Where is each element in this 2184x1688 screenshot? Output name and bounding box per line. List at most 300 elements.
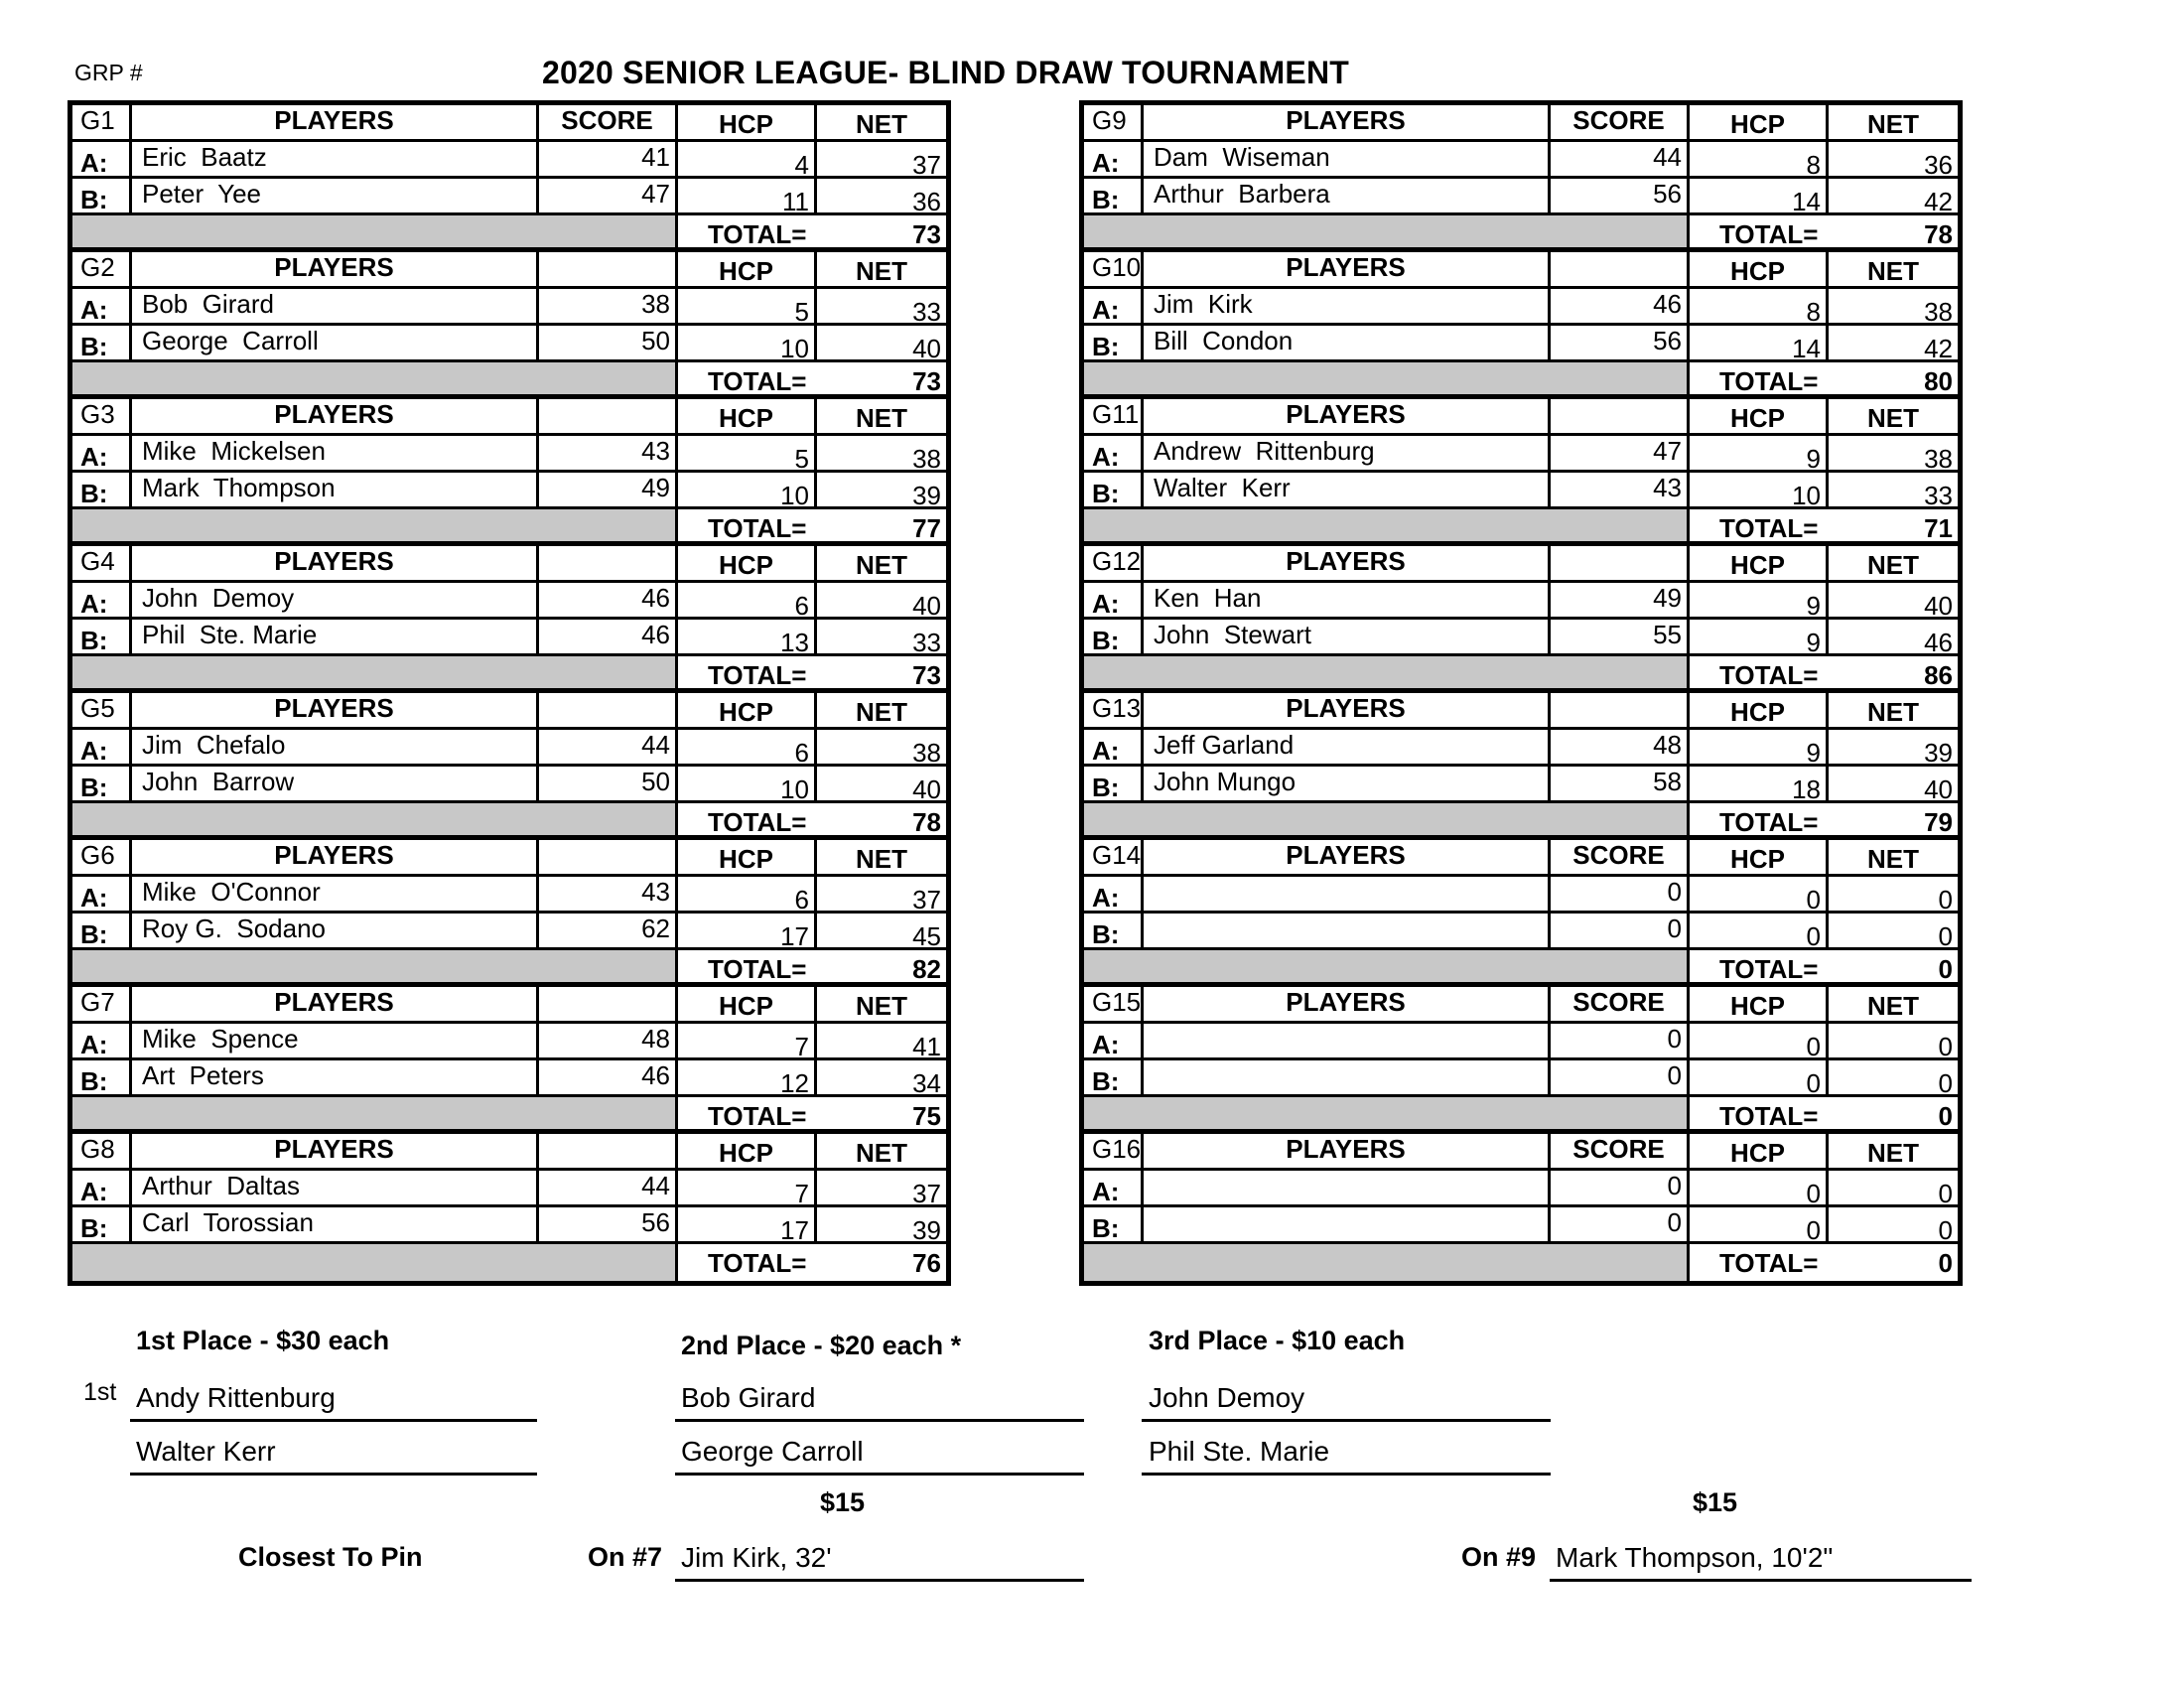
right-groups-table xyxy=(1079,100,1963,1286)
player-slot-a: A: xyxy=(1084,1024,1144,1057)
player-row-a xyxy=(72,1171,946,1207)
hole7-label: On #7 xyxy=(588,1542,663,1572)
player-hcp: 9 xyxy=(1690,436,1829,470)
player-net: 41 xyxy=(912,1032,941,1057)
group-total: 71 xyxy=(1924,513,1953,543)
players-header: PLAYERS xyxy=(1144,693,1551,727)
player-row-a xyxy=(72,1024,946,1060)
player-score: 55 xyxy=(1551,620,1690,653)
group-total: 77 xyxy=(912,513,941,543)
player-net: 36 xyxy=(912,187,941,212)
group-total: 80 xyxy=(1924,366,1953,396)
hcp-header: HCP xyxy=(678,252,817,286)
player-name xyxy=(1144,1207,1551,1241)
player-row-a xyxy=(72,583,946,620)
player-hcp: 12 xyxy=(678,1060,817,1094)
group-total-row xyxy=(1084,215,1958,252)
total-label: TOTAL= xyxy=(1719,219,1819,249)
player-slot-a: A: xyxy=(72,730,132,764)
player-slot-b: B: xyxy=(1084,1207,1144,1241)
player-score: 46 xyxy=(1551,289,1690,323)
player-row-b xyxy=(1084,179,1958,215)
player-name: Arthur Barbera xyxy=(1144,179,1551,212)
group-header-row xyxy=(1084,840,1958,877)
players-header: PLAYERS xyxy=(1144,252,1551,286)
third-winner-1: John Demoy xyxy=(1149,1382,1305,1413)
player-name: Mike Mickelsen xyxy=(132,436,539,470)
player-hcp: 9 xyxy=(1690,583,1829,617)
player-name: Art Peters xyxy=(132,1060,539,1094)
group-id: G16 xyxy=(1084,1134,1144,1168)
group-total-row xyxy=(1084,803,1958,840)
players-header: PLAYERS xyxy=(132,546,539,580)
player-row-a xyxy=(72,289,946,326)
player-name: Mike Spence xyxy=(132,1024,539,1057)
player-name: Phil Ste. Marie xyxy=(132,620,539,653)
score-header: SCORE xyxy=(1551,840,1690,874)
hcp-header: HCP xyxy=(678,399,817,433)
player-row-a xyxy=(1084,436,1958,473)
first-marker: 1st xyxy=(83,1378,117,1406)
total-label: TOTAL= xyxy=(1719,660,1819,690)
player-name: George Carroll xyxy=(132,326,539,359)
players-header: PLAYERS xyxy=(1144,105,1551,139)
player-net: 33 xyxy=(912,628,941,653)
player-net: 38 xyxy=(912,738,941,764)
player-net: 38 xyxy=(1924,444,1953,470)
player-net: 40 xyxy=(912,774,941,800)
player-slot-a: A: xyxy=(1084,730,1144,764)
player-score: 0 xyxy=(1551,1060,1690,1094)
net-header: NET xyxy=(856,403,907,433)
player-hcp: 11 xyxy=(678,179,817,212)
player-net: 37 xyxy=(912,885,941,911)
score-header: SCORE xyxy=(1551,1134,1690,1168)
player-row-a xyxy=(72,436,946,473)
player-name: Bill Condon xyxy=(1144,326,1551,359)
total-shade xyxy=(1084,215,1690,247)
player-hcp: 0 xyxy=(1690,877,1829,911)
group-total: 79 xyxy=(1924,807,1953,837)
total-label: TOTAL= xyxy=(708,366,807,396)
player-slot-b: B: xyxy=(1084,767,1144,800)
player-hcp: 5 xyxy=(678,289,817,323)
player-net: 34 xyxy=(912,1068,941,1094)
hcp-header: HCP xyxy=(1690,693,1829,727)
player-score: 0 xyxy=(1551,1024,1690,1057)
total-shade xyxy=(72,362,678,394)
group-id: G4 xyxy=(72,546,132,580)
player-hcp: 10 xyxy=(678,326,817,359)
score-header: SCORE xyxy=(1551,105,1690,139)
player-score: 56 xyxy=(539,1207,678,1241)
players-header: PLAYERS xyxy=(132,840,539,874)
group-header-row xyxy=(1084,105,1958,142)
group-total: 73 xyxy=(912,219,941,249)
player-hcp: 10 xyxy=(1690,473,1829,506)
player-name: Ken Han xyxy=(1144,583,1551,617)
net-header: NET xyxy=(1867,550,1919,580)
total-label: TOTAL= xyxy=(708,219,807,249)
first-winner-1-line xyxy=(130,1419,537,1422)
player-hcp: 10 xyxy=(678,767,817,800)
group-header-row xyxy=(1084,252,1958,289)
hcp-header: HCP xyxy=(678,1134,817,1168)
player-row-a xyxy=(1084,289,1958,326)
group-id: G1 xyxy=(72,105,132,139)
net-header: NET xyxy=(856,991,907,1021)
player-slot-b: B: xyxy=(72,326,132,359)
players-header: PLAYERS xyxy=(1144,1134,1551,1168)
group-total-row xyxy=(1084,950,1958,987)
hcp-header: HCP xyxy=(1690,399,1829,433)
player-hcp: 17 xyxy=(678,914,817,947)
page-title: 2020 SENIOR LEAGUE- BLIND DRAW TOURNAMENT xyxy=(542,55,1350,90)
hole9-amount: $15 xyxy=(1693,1487,1738,1517)
player-slot-b: B: xyxy=(72,914,132,947)
group-header-row xyxy=(72,840,946,877)
player-score: 49 xyxy=(1551,583,1690,617)
player-row-b xyxy=(1084,1207,1958,1244)
total-shade xyxy=(1084,1244,1690,1281)
group-total-row xyxy=(1084,1097,1958,1134)
group-total-row xyxy=(72,803,946,840)
group-total: 75 xyxy=(912,1101,941,1131)
player-net: 0 xyxy=(1938,1032,1953,1057)
player-name: Carl Torossian xyxy=(132,1207,539,1241)
player-hcp: 6 xyxy=(678,877,817,911)
player-score: 46 xyxy=(539,1060,678,1094)
player-name: Roy G. Sodano xyxy=(132,914,539,947)
player-score: 62 xyxy=(539,914,678,947)
player-net: 42 xyxy=(1924,334,1953,359)
group-header-row xyxy=(72,546,946,583)
player-net: 42 xyxy=(1924,187,1953,212)
player-hcp: 0 xyxy=(1690,1171,1829,1204)
second-winner-1: Bob Girard xyxy=(681,1382,816,1413)
group-header-row xyxy=(1084,546,1958,583)
group-id: G5 xyxy=(72,693,132,727)
player-hcp: 0 xyxy=(1690,914,1829,947)
players-header: PLAYERS xyxy=(1144,399,1551,433)
player-name: John Demoy xyxy=(132,583,539,617)
player-net: 40 xyxy=(912,334,941,359)
player-score: 56 xyxy=(1551,179,1690,212)
player-score: 50 xyxy=(539,326,678,359)
player-score: 0 xyxy=(1551,1171,1690,1204)
players-header: PLAYERS xyxy=(132,987,539,1021)
hole7-winner: Jim Kirk, 32' xyxy=(681,1542,832,1573)
group-id: G10 xyxy=(1084,252,1144,286)
hcp-header: HCP xyxy=(1690,546,1829,580)
player-score: 50 xyxy=(539,767,678,800)
player-name: John Stewart xyxy=(1144,620,1551,653)
player-slot-b: B: xyxy=(1084,473,1144,506)
player-hcp: 18 xyxy=(1690,767,1829,800)
player-score: 38 xyxy=(539,289,678,323)
player-slot-a: A: xyxy=(72,877,132,911)
player-name: Dam Wiseman xyxy=(1144,142,1551,176)
hcp-header: HCP xyxy=(1690,252,1829,286)
first-winner-1: Andy Rittenburg xyxy=(136,1382,336,1413)
group-header-row xyxy=(72,252,946,289)
player-row-a xyxy=(1084,1024,1958,1060)
player-slot-a: A: xyxy=(1084,877,1144,911)
player-name: Peter Yee xyxy=(132,179,539,212)
hole9-label: On #9 xyxy=(1461,1542,1537,1572)
players-header: PLAYERS xyxy=(132,693,539,727)
player-net: 0 xyxy=(1938,1215,1953,1241)
player-hcp: 14 xyxy=(1690,179,1829,212)
total-shade xyxy=(1084,362,1690,394)
player-score: 46 xyxy=(539,620,678,653)
group-total: 78 xyxy=(912,807,941,837)
third-winner-1-line xyxy=(1142,1419,1551,1422)
player-slot-a: A: xyxy=(72,583,132,617)
player-row-a xyxy=(72,730,946,767)
player-net: 40 xyxy=(1924,591,1953,617)
player-name: Walter Kerr xyxy=(1144,473,1551,506)
player-net: 36 xyxy=(1924,150,1953,176)
third-winner-2-line xyxy=(1142,1473,1551,1476)
player-row-b xyxy=(1084,914,1958,950)
player-hcp: 8 xyxy=(1690,289,1829,323)
total-label: TOTAL= xyxy=(1719,1101,1819,1131)
player-hcp: 7 xyxy=(678,1171,817,1204)
players-header: PLAYERS xyxy=(132,399,539,433)
player-name: Andrew Rittenburg xyxy=(1144,436,1551,470)
player-slot-a: A: xyxy=(72,1171,132,1204)
player-row-a xyxy=(1084,1171,1958,1207)
player-hcp: 9 xyxy=(1690,730,1829,764)
net-header: NET xyxy=(1867,403,1919,433)
player-net: 0 xyxy=(1938,885,1953,911)
left-groups-table xyxy=(68,100,951,1286)
player-row-a xyxy=(72,142,946,179)
player-row-b xyxy=(72,326,946,362)
player-slot-a: A: xyxy=(72,1024,132,1057)
total-label: TOTAL= xyxy=(708,1101,807,1131)
group-total-row xyxy=(1084,656,1958,693)
player-row-a xyxy=(72,877,946,914)
hcp-header: HCP xyxy=(678,987,817,1021)
player-slot-b: B: xyxy=(72,179,132,212)
players-header: PLAYERS xyxy=(1144,546,1551,580)
player-row-b xyxy=(72,914,946,950)
group-id: G11 xyxy=(1084,399,1144,433)
group-header-row xyxy=(72,1134,946,1171)
player-name: Jeff Garland xyxy=(1144,730,1551,764)
group-header-row xyxy=(72,987,946,1024)
player-score: 43 xyxy=(539,877,678,911)
players-header: PLAYERS xyxy=(1144,840,1551,874)
player-net: 45 xyxy=(912,921,941,947)
total-shade xyxy=(72,215,678,247)
net-header: NET xyxy=(1867,109,1919,139)
player-row-a xyxy=(1084,877,1958,914)
net-header: NET xyxy=(1867,1138,1919,1168)
score-header: SCORE xyxy=(539,105,678,139)
player-net: 40 xyxy=(912,591,941,617)
total-label: TOTAL= xyxy=(1719,807,1819,837)
players-header: PLAYERS xyxy=(132,252,539,286)
player-slot-b: B: xyxy=(1084,179,1144,212)
player-name xyxy=(1144,914,1551,947)
player-score: 44 xyxy=(539,730,678,764)
hole7-winner-line xyxy=(675,1579,1084,1582)
player-net: 37 xyxy=(912,150,941,176)
hcp-header: HCP xyxy=(1690,840,1829,874)
score-header xyxy=(1551,252,1690,286)
player-slot-b: B: xyxy=(72,1060,132,1094)
total-shade xyxy=(72,656,678,688)
total-label: TOTAL= xyxy=(708,513,807,543)
player-score: 56 xyxy=(1551,326,1690,359)
player-score: 44 xyxy=(1551,142,1690,176)
player-hcp: 9 xyxy=(1690,620,1829,653)
second-winner-1-line xyxy=(675,1419,1084,1422)
group-total-row xyxy=(1084,1244,1958,1281)
player-row-b xyxy=(1084,767,1958,803)
player-net: 38 xyxy=(1924,297,1953,323)
hole9-winner: Mark Thompson, 10'2" xyxy=(1556,1542,1834,1573)
group-total-row xyxy=(1084,509,1958,546)
players-header: PLAYERS xyxy=(132,105,539,139)
group-total: 0 xyxy=(1938,954,1953,984)
player-net: 33 xyxy=(912,297,941,323)
player-score: 0 xyxy=(1551,877,1690,911)
player-row-b xyxy=(72,473,946,509)
score-header xyxy=(539,1134,678,1168)
player-name: John Mungo xyxy=(1144,767,1551,800)
player-name: Eric Baatz xyxy=(132,142,539,176)
total-shade xyxy=(1084,509,1690,541)
total-shade xyxy=(72,1097,678,1129)
player-hcp: 13 xyxy=(678,620,817,653)
group-total: 73 xyxy=(912,660,941,690)
group-total-row xyxy=(72,950,946,987)
group-total-row xyxy=(72,509,946,546)
total-label: TOTAL= xyxy=(708,1248,807,1278)
player-net: 0 xyxy=(1938,1179,1953,1204)
players-header: PLAYERS xyxy=(132,1134,539,1168)
group-header-row xyxy=(1084,1134,1958,1171)
player-slot-b: B: xyxy=(1084,1060,1144,1094)
net-header: NET xyxy=(1867,991,1919,1021)
player-score: 47 xyxy=(539,179,678,212)
group-header-row xyxy=(72,105,946,142)
player-name: Arthur Daltas xyxy=(132,1171,539,1204)
player-net: 0 xyxy=(1938,1068,1953,1094)
group-header-row xyxy=(1084,693,1958,730)
player-hcp: 4 xyxy=(678,142,817,176)
player-row-b xyxy=(72,1207,946,1244)
hcp-header: HCP xyxy=(678,693,817,727)
player-name xyxy=(1144,1060,1551,1094)
player-score: 41 xyxy=(539,142,678,176)
group-header-row xyxy=(1084,987,1958,1024)
group-total-row xyxy=(72,215,946,252)
player-score: 58 xyxy=(1551,767,1690,800)
player-name: Mike O'Connor xyxy=(132,877,539,911)
group-total: 78 xyxy=(1924,219,1953,249)
hcp-header: HCP xyxy=(678,546,817,580)
group-total-row xyxy=(72,362,946,399)
player-slot-b: B: xyxy=(1084,914,1144,947)
score-header: SCORE xyxy=(1551,987,1690,1021)
total-label: TOTAL= xyxy=(1719,513,1819,543)
net-header: NET xyxy=(856,109,907,139)
total-shade xyxy=(1084,656,1690,688)
player-slot-b: B: xyxy=(72,767,132,800)
score-header xyxy=(1551,693,1690,727)
player-hcp: 7 xyxy=(678,1024,817,1057)
group-header-row xyxy=(72,693,946,730)
group-id: G9 xyxy=(1084,105,1144,139)
group-total: 0 xyxy=(1938,1101,1953,1131)
second-winner-2: George Carroll xyxy=(681,1436,864,1467)
player-hcp: 0 xyxy=(1690,1024,1829,1057)
player-row-b xyxy=(72,179,946,215)
score-header xyxy=(539,399,678,433)
group-total: 73 xyxy=(912,366,941,396)
player-slot-a: A: xyxy=(1084,583,1144,617)
group-id: G13 xyxy=(1084,693,1144,727)
hcp-header: HCP xyxy=(1690,1134,1829,1168)
third-winner-2: Phil Ste. Marie xyxy=(1149,1436,1330,1467)
player-slot-a: A: xyxy=(1084,1171,1144,1204)
group-id: G15 xyxy=(1084,987,1144,1021)
group-total-row xyxy=(72,656,946,693)
player-score: 48 xyxy=(539,1024,678,1057)
player-score: 46 xyxy=(539,583,678,617)
net-header: NET xyxy=(856,550,907,580)
total-label: TOTAL= xyxy=(708,954,807,984)
net-header: NET xyxy=(856,697,907,727)
group-id: G14 xyxy=(1084,840,1144,874)
player-slot-a: A: xyxy=(1084,142,1144,176)
closest-to-pin-label: Closest To Pin xyxy=(238,1542,423,1572)
first-winner-2: Walter Kerr xyxy=(136,1436,276,1467)
net-header: NET xyxy=(1867,697,1919,727)
player-name xyxy=(1144,1024,1551,1057)
player-hcp: 6 xyxy=(678,730,817,764)
score-header xyxy=(539,546,678,580)
player-net: 39 xyxy=(912,481,941,506)
player-slot-b: B: xyxy=(72,620,132,653)
group-header-row xyxy=(72,399,946,436)
total-shade xyxy=(1084,803,1690,835)
group-id: G8 xyxy=(72,1134,132,1168)
score-header xyxy=(539,840,678,874)
player-score: 43 xyxy=(539,436,678,470)
player-row-b xyxy=(1084,326,1958,362)
total-shade xyxy=(1084,1097,1690,1129)
group-id: G12 xyxy=(1084,546,1144,580)
player-row-a xyxy=(1084,142,1958,179)
player-net: 33 xyxy=(1924,481,1953,506)
player-row-a xyxy=(1084,583,1958,620)
player-hcp: 10 xyxy=(678,473,817,506)
second-place-label: 2nd Place - $20 each * xyxy=(681,1331,962,1360)
player-row-a xyxy=(1084,730,1958,767)
player-row-b xyxy=(72,1060,946,1097)
player-slot-a: A: xyxy=(1084,289,1144,323)
player-slot-a: A: xyxy=(72,142,132,176)
player-net: 37 xyxy=(912,1179,941,1204)
player-hcp: 17 xyxy=(678,1207,817,1241)
total-shade xyxy=(72,1244,678,1281)
